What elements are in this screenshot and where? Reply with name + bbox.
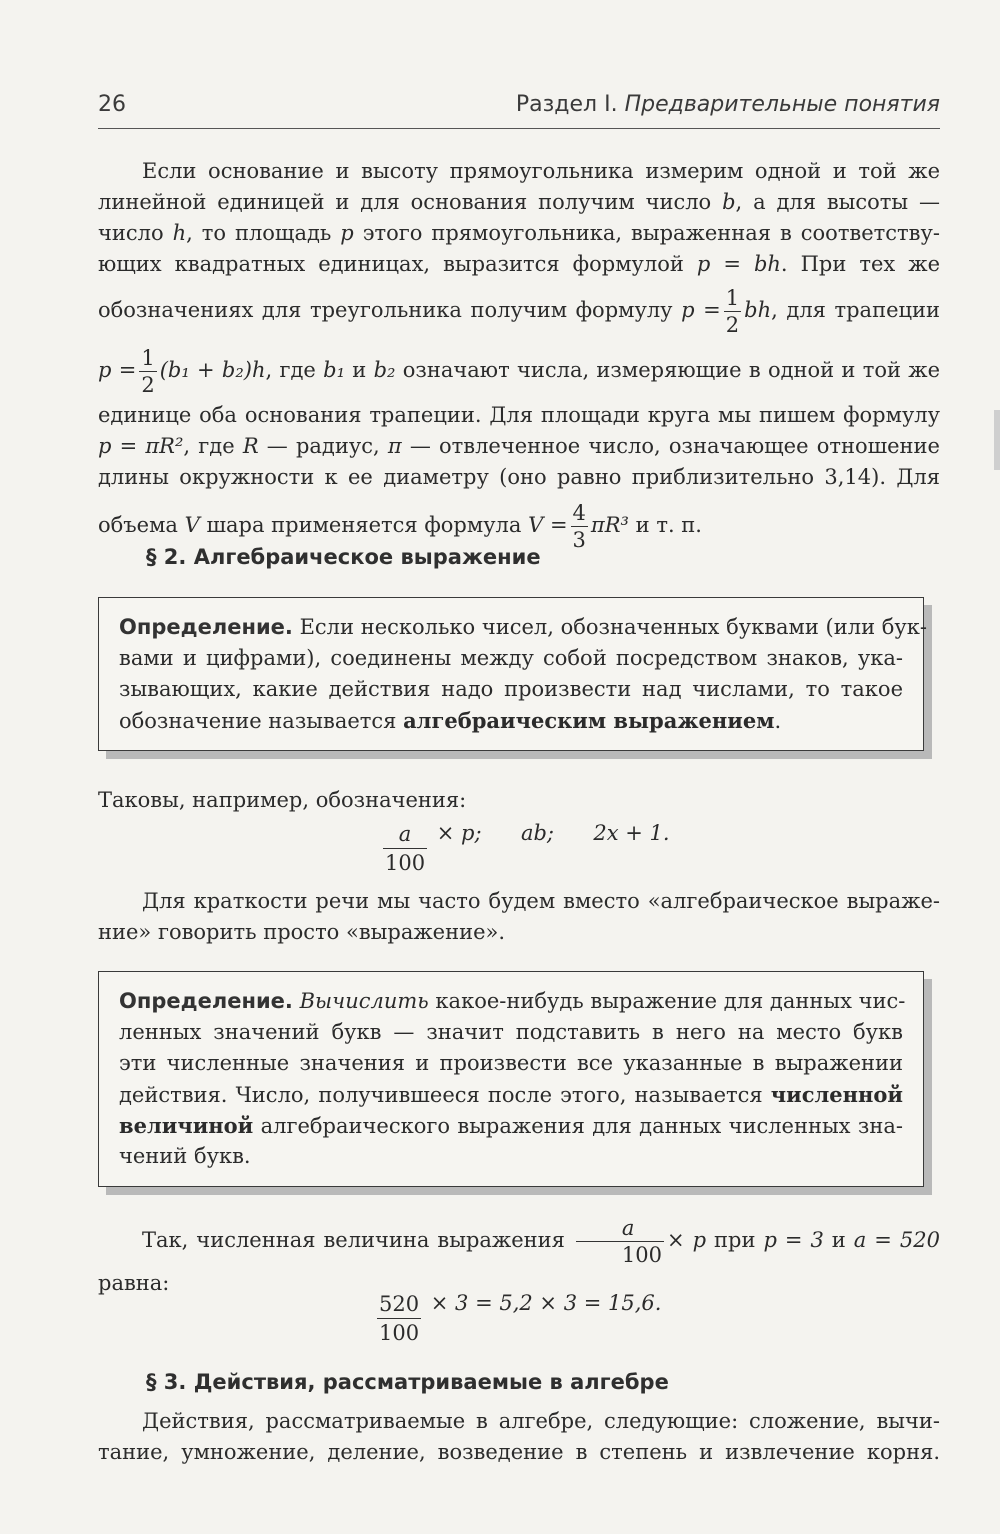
fraction: $\frac{a}{100}$ (576, 1215, 664, 1268)
definition-box (98, 597, 927, 751)
intro-paragraph (98, 156, 940, 557)
page-edge-shadow (994, 410, 1000, 470)
fraction: $\frac{520}{100}$ (379, 1292, 420, 1345)
text-line: равна: (98, 1271, 170, 1295)
text-line: ние» говорить просто «выражение». (98, 920, 506, 944)
definition-label: Определение. (119, 615, 293, 639)
definition-box (98, 971, 924, 1187)
text-line: тание, умножение, деление, возведение в степень и извлечение корня. (98, 1440, 940, 1464)
result-formula: $\frac{520}{100}$ × 3 = 5,2 × 3 = 15,6. (379, 1291, 662, 1345)
text-line: ющих квадратных единицах, выразится формулой p = bh. При тех же (98, 252, 941, 276)
text-line: единице оба основания трапеции. Для площади круга мы пишем формулу (98, 403, 940, 427)
text-line: Определение. Если несколько чисел, обозначенных буквами (или бук- (119, 615, 927, 639)
fraction: $\frac{1}{2}$ (725, 286, 740, 337)
text-line: эти численные значения и произвести все указанные в выражении (119, 1051, 903, 1075)
section3-paragraph (98, 1406, 940, 1468)
text-line: вами и цифрами), соединены между собой посредством знаков, ука- (119, 646, 903, 670)
text-line: Если основание и высоту прямоугольника измерим одной и той же (142, 159, 940, 183)
section-heading: § 3. Действия, рассматриваемые в алгебре (146, 1370, 669, 1394)
fraction: $\frac{a}{100}$ (385, 822, 426, 875)
text-line: число h, то площадь p этого прямоугольника, выраженная в соответству- (98, 221, 940, 245)
text-line: действия. Число, получившееся после этого, называется численной (119, 1082, 903, 1107)
text-line: p = $\frac{1}{2}$ (b₁ + b₂)h, где b₁ и b₂ означают числа, измеряющие в одной и той же (98, 346, 940, 397)
definition-label: Определение. (119, 989, 293, 1013)
text-line: обозначениях для треугольника получим формулу p = $\frac{1}{2}$ bh, для трапеции (98, 286, 940, 337)
running-head (98, 92, 940, 129)
examples-formula: $\frac{a}{100}$ × p; ab; 2x + 1. (385, 821, 670, 875)
text-line: величиной алгебраического выражения для данных численных зна- (119, 1113, 903, 1138)
text-line: длины окружности к ее диаметру (оно равно приблизительно 3,14). Для (98, 465, 940, 489)
text-line: зывающих, какие действия надо произвести над числами, то такое (119, 677, 903, 701)
fraction: $\frac{1}{2}$ (141, 346, 155, 397)
section-title: Раздел I. Предварительные понятия (515, 92, 940, 117)
text-line: Определение. Вычислить какое-нибудь выражение для данных чис- (119, 989, 906, 1013)
text-line: Для краткости речи мы часто будем вместо «алгебраическое выраже- (142, 889, 940, 913)
text-line: Действия, рассматриваемые в алгебре, следующие: сложение, вычи- (142, 1409, 940, 1433)
text-line: объема V шара применяется формула V = $\frac{4}{3}$ πR³ и т. п. (98, 501, 702, 552)
text-line: чений букв. (119, 1144, 251, 1168)
fraction: $\frac{4}{3}$ (572, 501, 586, 552)
section-heading: § 2. Алгебраическое выражение (146, 545, 541, 569)
text-line: p = πR², где R — радиус, π — отвлеченное число, означающее отношение (98, 434, 940, 458)
text-line: линейной единицей и для основания получим число b, а для высоты — (98, 190, 940, 214)
examples-intro: Таковы, например, обозначения: (98, 788, 467, 812)
page-number: 26 (98, 92, 126, 117)
text-line: Так, численная величина выражения $\frac{a}{100}$ × p при p = 3 и a = 520 (142, 1216, 940, 1267)
text-line: ленных значений букв — значит подставить в него на место букв (119, 1020, 903, 1044)
brevity-paragraph (98, 886, 940, 948)
example-paragraph (98, 1212, 940, 1299)
text-line: обозначение называется алгебраическим выражением. (119, 708, 782, 733)
